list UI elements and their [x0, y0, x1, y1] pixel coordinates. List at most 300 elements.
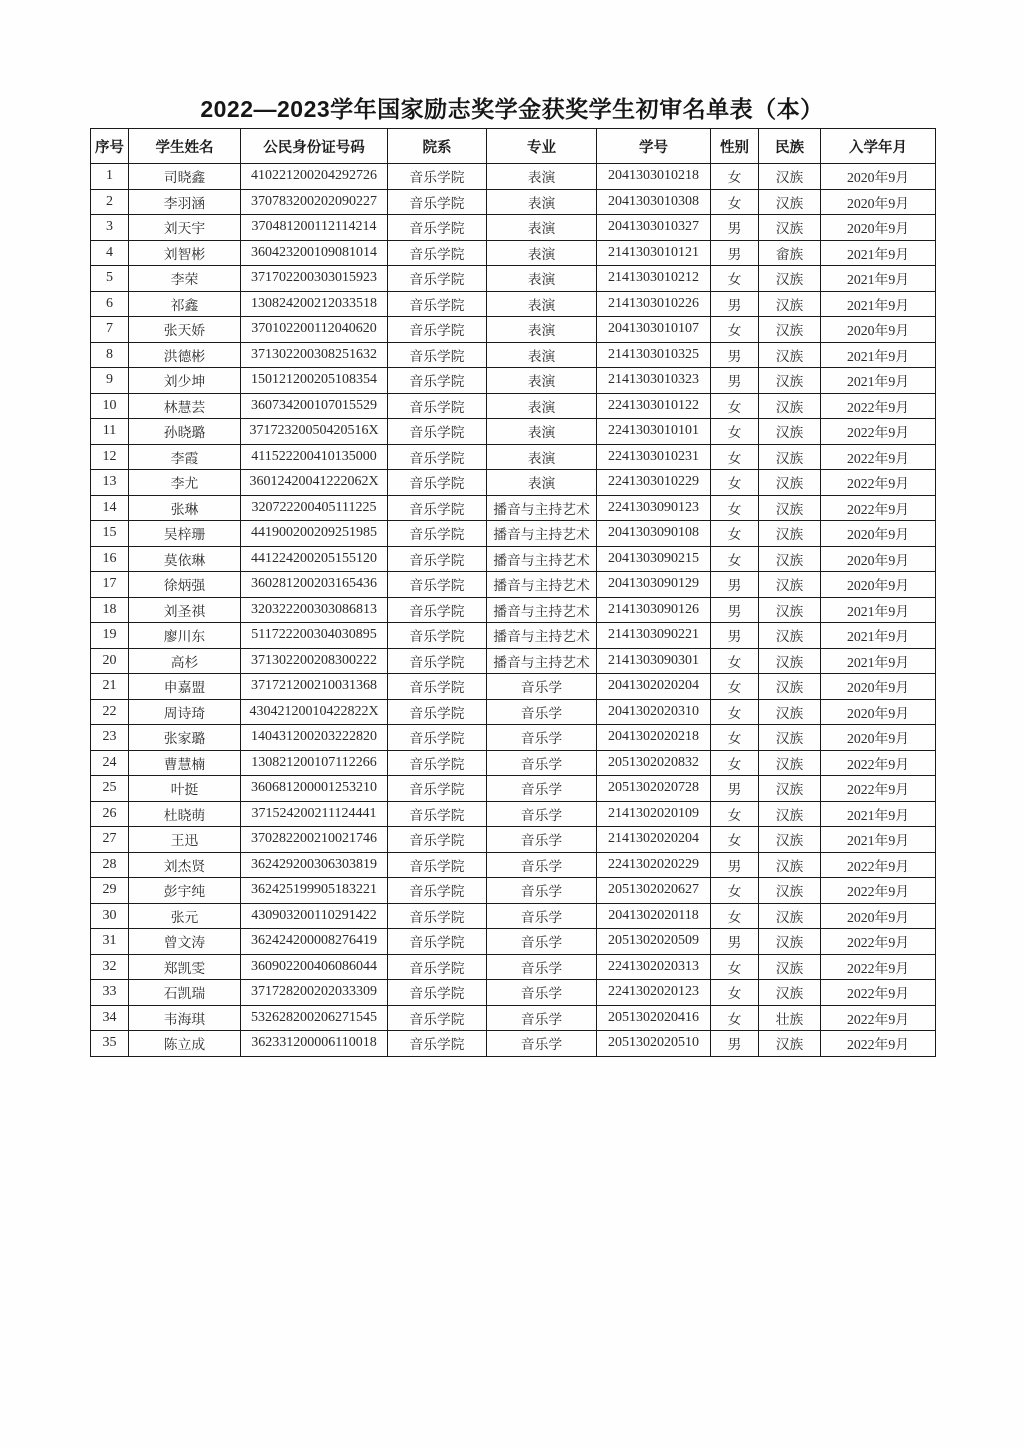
col-enroll-date-value: 2021年9月: [821, 342, 936, 368]
col-enroll-date-value: 2021年9月: [821, 368, 936, 394]
col-id-card-value: 130821200107112266: [241, 750, 388, 776]
col-gender-value: 女: [711, 393, 759, 419]
col-gender-value: 女: [711, 164, 759, 190]
col-major-value: 音乐学: [487, 776, 597, 802]
col-student-number-value: 2051302020510: [597, 1031, 711, 1057]
col-student-name-value: 吴梓珊: [129, 521, 241, 547]
col-index: 序号: [91, 129, 129, 164]
col-student-number-value: 2051302020416: [597, 1005, 711, 1031]
col-major-value: 音乐学: [487, 827, 597, 853]
col-student-name-value: 彭宇纯: [129, 878, 241, 904]
col-enroll-date-value: 2022年9月: [821, 1005, 936, 1031]
table-row: [91, 852, 936, 878]
table-row: [91, 189, 936, 215]
col-gender-value: 女: [711, 903, 759, 929]
col-id-card-value: 320722200405111225: [241, 495, 388, 521]
col-ethnicity-value: 汉族: [759, 597, 821, 623]
table-header-row: [91, 129, 936, 164]
col-student-name-value: 叶挺: [129, 776, 241, 802]
col-student-name-value: 林慧芸: [129, 393, 241, 419]
col-major-value: 音乐学: [487, 725, 597, 751]
col-enroll-date-value: 2020年9月: [821, 903, 936, 929]
col-student-number-value: 2141302020109: [597, 801, 711, 827]
col-enroll-date-value: 2022年9月: [821, 470, 936, 496]
col-id-card-value: 37172320050420516X: [241, 419, 388, 445]
col-index-value: 27: [91, 827, 129, 853]
col-id-card-value: 370481200112114214: [241, 215, 388, 241]
col-index-value: 16: [91, 546, 129, 572]
table-row: [91, 393, 936, 419]
col-enroll-date-value: 2022年9月: [821, 852, 936, 878]
col-student-name-value: 廖川东: [129, 623, 241, 649]
col-student-number-value: 2141303090301: [597, 648, 711, 674]
col-student-name-value: 韦海琪: [129, 1005, 241, 1031]
col-gender-value: 男: [711, 240, 759, 266]
col-enroll-date-value: 2021年9月: [821, 623, 936, 649]
col-department-value: 音乐学院: [388, 521, 487, 547]
col-student-number-value: 2141303010121: [597, 240, 711, 266]
col-student-number-value: 2041302020118: [597, 903, 711, 929]
col-gender-value: 男: [711, 623, 759, 649]
col-student-number-value: 2141302020204: [597, 827, 711, 853]
col-ethnicity-value: 汉族: [759, 164, 821, 190]
col-index-value: 11: [91, 419, 129, 445]
col-id-card: 公民身份证号码: [241, 129, 388, 164]
col-enroll-date-value: 2022年9月: [821, 750, 936, 776]
col-department-value: 音乐学院: [388, 317, 487, 343]
table-body: [91, 164, 936, 1057]
col-gender-value: 女: [711, 546, 759, 572]
col-major-value: 音乐学: [487, 929, 597, 955]
col-ethnicity-value: 壮族: [759, 1005, 821, 1031]
col-student-number-value: 2041303010107: [597, 317, 711, 343]
col-department-value: 音乐学院: [388, 929, 487, 955]
col-index-value: 25: [91, 776, 129, 802]
col-gender-value: 女: [711, 648, 759, 674]
col-department-value: 音乐学院: [388, 546, 487, 572]
col-student-number-value: 2141303010325: [597, 342, 711, 368]
col-id-card-value: 371302200308251632: [241, 342, 388, 368]
table-row: [91, 776, 936, 802]
col-index-value: 29: [91, 878, 129, 904]
col-index-value: 32: [91, 954, 129, 980]
table-row: [91, 572, 936, 598]
col-ethnicity-value: 汉族: [759, 546, 821, 572]
table-row: [91, 699, 936, 725]
col-enroll-date-value: 2020年9月: [821, 674, 936, 700]
col-enroll-date-value: 2021年9月: [821, 597, 936, 623]
col-id-card-value: 360281200203165436: [241, 572, 388, 598]
col-major-value: 音乐学: [487, 980, 597, 1006]
table-row: [91, 954, 936, 980]
col-index-value: 17: [91, 572, 129, 598]
col-ethnicity-value: 汉族: [759, 444, 821, 470]
col-enroll-date-value: 2022年9月: [821, 419, 936, 445]
col-gender-value: 女: [711, 725, 759, 751]
table-row: [91, 1005, 936, 1031]
col-student-name-value: 周诗琦: [129, 699, 241, 725]
col-major-value: 表演: [487, 189, 597, 215]
col-student-number-value: 2041303010218: [597, 164, 711, 190]
col-ethnicity-value: 汉族: [759, 903, 821, 929]
col-enroll-date-value: 2020年9月: [821, 317, 936, 343]
col-major-value: 音乐学: [487, 954, 597, 980]
col-department-value: 音乐学院: [388, 801, 487, 827]
col-student-number-value: 2241303010122: [597, 393, 711, 419]
col-gender-value: 女: [711, 1005, 759, 1031]
scholarship-roster-table: [90, 128, 936, 1057]
col-enroll-date-value: 2022年9月: [821, 929, 936, 955]
col-student-name-value: 申嘉盟: [129, 674, 241, 700]
col-student-name-value: 刘杰贤: [129, 852, 241, 878]
col-enroll-date-value: 2020年9月: [821, 189, 936, 215]
col-ethnicity-value: 畲族: [759, 240, 821, 266]
col-ethnicity-value: 汉族: [759, 699, 821, 725]
col-major-value: 音乐学: [487, 801, 597, 827]
col-index-value: 7: [91, 317, 129, 343]
col-enroll-date-value: 2020年9月: [821, 725, 936, 751]
col-ethnicity-value: 汉族: [759, 954, 821, 980]
col-department-value: 音乐学院: [388, 444, 487, 470]
col-student-name-value: 莫依琳: [129, 546, 241, 572]
col-student-name-value: 徐炳强: [129, 572, 241, 598]
col-major-value: 音乐学: [487, 903, 597, 929]
col-enroll-date-value: 2020年9月: [821, 546, 936, 572]
col-major-value: 表演: [487, 393, 597, 419]
col-department-value: 音乐学院: [388, 699, 487, 725]
col-id-card-value: 371702200303015923: [241, 266, 388, 292]
col-index-value: 19: [91, 623, 129, 649]
col-gender-value: 男: [711, 572, 759, 598]
col-gender-value: 男: [711, 597, 759, 623]
col-id-card-value: 411522200410135000: [241, 444, 388, 470]
col-gender-value: 男: [711, 776, 759, 802]
col-department-value: 音乐学院: [388, 470, 487, 496]
table-row: [91, 495, 936, 521]
table-row: [91, 801, 936, 827]
col-gender-value: 女: [711, 189, 759, 215]
col-index-value: 12: [91, 444, 129, 470]
col-department-value: 音乐学院: [388, 954, 487, 980]
col-department-value: 音乐学院: [388, 189, 487, 215]
table-row: [91, 368, 936, 394]
col-student-number-value: 2041303010327: [597, 215, 711, 241]
col-student-name-value: 洪德彬: [129, 342, 241, 368]
col-student-number-value: 2141303090126: [597, 597, 711, 623]
col-student-number-value: 2041302020204: [597, 674, 711, 700]
col-index-value: 14: [91, 495, 129, 521]
col-student-number: 学号: [597, 129, 711, 164]
col-major-value: 播音与主持艺术: [487, 648, 597, 674]
col-major-value: 播音与主持艺术: [487, 623, 597, 649]
col-major-value: 表演: [487, 240, 597, 266]
table-row: [91, 903, 936, 929]
col-gender-value: 女: [711, 674, 759, 700]
col-ethnicity-value: 汉族: [759, 393, 821, 419]
col-student-name-value: 孙晓璐: [129, 419, 241, 445]
col-enroll-date-value: 2022年9月: [821, 878, 936, 904]
table-row: [91, 878, 936, 904]
col-ethnicity-value: 汉族: [759, 827, 821, 853]
table-row: [91, 317, 936, 343]
table-row: [91, 1031, 936, 1057]
col-ethnicity-value: 汉族: [759, 648, 821, 674]
col-ethnicity-value: 汉族: [759, 470, 821, 496]
col-student-name-value: 高杉: [129, 648, 241, 674]
col-id-card-value: 532628200206271545: [241, 1005, 388, 1031]
col-enroll-date-value: 2020年9月: [821, 164, 936, 190]
col-id-card-value: 441900200209251985: [241, 521, 388, 547]
col-student-name-value: 张琳: [129, 495, 241, 521]
col-id-card-value: 362331200006110018: [241, 1031, 388, 1057]
col-enroll-date-value: 2020年9月: [821, 572, 936, 598]
col-department-value: 音乐学院: [388, 291, 487, 317]
table-row: [91, 929, 936, 955]
col-id-card-value: 360902200406086044: [241, 954, 388, 980]
col-gender-value: 女: [711, 317, 759, 343]
col-student-name-value: 王迅: [129, 827, 241, 853]
col-index-value: 31: [91, 929, 129, 955]
col-student-number-value: 2241302020229: [597, 852, 711, 878]
col-gender-value: 女: [711, 521, 759, 547]
col-gender-value: 女: [711, 470, 759, 496]
col-index-value: 5: [91, 266, 129, 292]
col-index-value: 9: [91, 368, 129, 394]
col-id-card-value: 370102200112040620: [241, 317, 388, 343]
col-id-card-value: 371721200210031368: [241, 674, 388, 700]
col-id-card-value: 370282200210021746: [241, 827, 388, 853]
table-row: [91, 444, 936, 470]
col-id-card-value: 371728200202033309: [241, 980, 388, 1006]
col-index-value: 6: [91, 291, 129, 317]
col-gender-value: 女: [711, 419, 759, 445]
col-gender-value: 男: [711, 852, 759, 878]
col-student-number-value: 2051302020509: [597, 929, 711, 955]
col-ethnicity-value: 汉族: [759, 776, 821, 802]
col-student-name-value: 刘少坤: [129, 368, 241, 394]
col-major-value: 表演: [487, 164, 597, 190]
col-department-value: 音乐学院: [388, 980, 487, 1006]
table-row: [91, 750, 936, 776]
col-gender-value: 女: [711, 827, 759, 853]
col-ethnicity-value: 汉族: [759, 852, 821, 878]
col-student-name-value: 刘智彬: [129, 240, 241, 266]
col-id-card-value: 130824200212033518: [241, 291, 388, 317]
table-row: [91, 266, 936, 292]
col-major-value: 表演: [487, 419, 597, 445]
col-id-card-value: 430903200110291422: [241, 903, 388, 929]
col-student-number-value: 2041303090108: [597, 521, 711, 547]
col-ethnicity-value: 汉族: [759, 801, 821, 827]
col-id-card-value: 362425199905183221: [241, 878, 388, 904]
col-student-number-value: 2141303010323: [597, 368, 711, 394]
col-student-number-value: 2241302020123: [597, 980, 711, 1006]
col-student-name-value: 李尤: [129, 470, 241, 496]
col-major-value: 音乐学: [487, 674, 597, 700]
col-student-name-value: 李霞: [129, 444, 241, 470]
col-gender-value: 女: [711, 954, 759, 980]
col-enroll-date-value: 2021年9月: [821, 827, 936, 853]
col-index-value: 1: [91, 164, 129, 190]
col-student-number-value: 2041302020310: [597, 699, 711, 725]
col-major-value: 表演: [487, 342, 597, 368]
col-major-value: 表演: [487, 215, 597, 241]
col-id-card-value: 441224200205155120: [241, 546, 388, 572]
col-ethnicity-value: 汉族: [759, 623, 821, 649]
table-row: [91, 240, 936, 266]
col-major-value: 播音与主持艺术: [487, 597, 597, 623]
col-gender-value: 女: [711, 444, 759, 470]
col-student-name-value: 曹慧楠: [129, 750, 241, 776]
col-major-value: 音乐学: [487, 699, 597, 725]
col-index-value: 22: [91, 699, 129, 725]
col-id-card-value: 371302200208300222: [241, 648, 388, 674]
table-row: [91, 623, 936, 649]
table-row: [91, 291, 936, 317]
col-ethnicity-value: 汉族: [759, 291, 821, 317]
col-major-value: 播音与主持艺术: [487, 546, 597, 572]
col-id-card-value: 360423200109081014: [241, 240, 388, 266]
table-row: [91, 980, 936, 1006]
col-major-value: 表演: [487, 291, 597, 317]
col-student-number-value: 2241303010229: [597, 470, 711, 496]
col-student-number-value: 2241302020313: [597, 954, 711, 980]
table-row: [91, 674, 936, 700]
col-index-value: 20: [91, 648, 129, 674]
col-major-value: 音乐学: [487, 852, 597, 878]
col-major-value: 表演: [487, 470, 597, 496]
col-student-name-value: 杜晓萌: [129, 801, 241, 827]
col-student-name-value: 郑凯雯: [129, 954, 241, 980]
col-student-number-value: 2051302020728: [597, 776, 711, 802]
col-ethnicity-value: 汉族: [759, 929, 821, 955]
col-department-value: 音乐学院: [388, 674, 487, 700]
col-index-value: 35: [91, 1031, 129, 1057]
col-department-value: 音乐学院: [388, 393, 487, 419]
table-row: [91, 546, 936, 572]
col-department-value: 音乐学院: [388, 827, 487, 853]
table-row: [91, 164, 936, 190]
col-index-value: 13: [91, 470, 129, 496]
table-row: [91, 597, 936, 623]
col-gender-value: 女: [711, 266, 759, 292]
col-department-value: 音乐学院: [388, 776, 487, 802]
col-id-card-value: 320322200303086813: [241, 597, 388, 623]
col-department-value: 音乐学院: [388, 750, 487, 776]
col-enroll-date-value: 2022年9月: [821, 1031, 936, 1057]
col-enroll-date-value: 2021年9月: [821, 291, 936, 317]
col-student-name-value: 石凯瑞: [129, 980, 241, 1006]
col-department-value: 音乐学院: [388, 266, 487, 292]
header-row: [91, 129, 936, 164]
col-major-value: 表演: [487, 444, 597, 470]
col-ethnicity-value: 汉族: [759, 750, 821, 776]
col-enroll-date-value: 2021年9月: [821, 266, 936, 292]
col-ethnicity-value: 汉族: [759, 215, 821, 241]
col-enroll-date-value: 2022年9月: [821, 776, 936, 802]
col-student-number-value: 2241303090123: [597, 495, 711, 521]
col-gender-value: 男: [711, 1031, 759, 1057]
col-department-value: 音乐学院: [388, 648, 487, 674]
col-ethnicity: 民族: [759, 129, 821, 164]
page-title: 2022—2023学年国家励志奖学金获奖学生初审名单表（本）: [200, 96, 824, 122]
col-index-value: 21: [91, 674, 129, 700]
col-enroll-date-value: 2021年9月: [821, 648, 936, 674]
col-id-card-value: 362429200306303819: [241, 852, 388, 878]
col-major-value: 播音与主持艺术: [487, 572, 597, 598]
col-student-number-value: 2241303010231: [597, 444, 711, 470]
col-ethnicity-value: 汉族: [759, 419, 821, 445]
col-index-value: 8: [91, 342, 129, 368]
col-student-number-value: 2041302020218: [597, 725, 711, 751]
col-gender-value: 男: [711, 929, 759, 955]
col-enroll-date-value: 2022年9月: [821, 495, 936, 521]
col-id-card-value: 410221200204292726: [241, 164, 388, 190]
col-id-card-value: 370783200202090227: [241, 189, 388, 215]
col-index-value: 2: [91, 189, 129, 215]
col-id-card-value: 150121200205108354: [241, 368, 388, 394]
col-department-value: 音乐学院: [388, 342, 487, 368]
col-ethnicity-value: 汉族: [759, 342, 821, 368]
col-id-card-value: 36012420041222062X: [241, 470, 388, 496]
col-ethnicity-value: 汉族: [759, 317, 821, 343]
col-major-value: 表演: [487, 317, 597, 343]
col-index-value: 4: [91, 240, 129, 266]
col-enroll-date-value: 2021年9月: [821, 240, 936, 266]
col-gender-value: 男: [711, 368, 759, 394]
col-department-value: 音乐学院: [388, 368, 487, 394]
col-department-value: 音乐学院: [388, 597, 487, 623]
col-department-value: 音乐学院: [388, 903, 487, 929]
col-index-value: 24: [91, 750, 129, 776]
col-ethnicity-value: 汉族: [759, 521, 821, 547]
col-student-name-value: 刘圣祺: [129, 597, 241, 623]
col-student-name-value: 张天娇: [129, 317, 241, 343]
col-student-name-value: 李羽涵: [129, 189, 241, 215]
col-department-value: 音乐学院: [388, 215, 487, 241]
col-student-name-value: 祁鑫: [129, 291, 241, 317]
col-gender-value: 男: [711, 215, 759, 241]
col-enroll-date: 入学年月: [821, 129, 936, 164]
col-student-name-value: 张元: [129, 903, 241, 929]
col-id-card-value: 360734200107015529: [241, 393, 388, 419]
col-index-value: 10: [91, 393, 129, 419]
col-gender: 性别: [711, 129, 759, 164]
col-student-name-value: 张家璐: [129, 725, 241, 751]
col-student-number-value: 2051302020832: [597, 750, 711, 776]
col-index-value: 3: [91, 215, 129, 241]
col-enroll-date-value: 2020年9月: [821, 215, 936, 241]
col-ethnicity-value: 汉族: [759, 878, 821, 904]
col-index-value: 34: [91, 1005, 129, 1031]
col-gender-value: 女: [711, 699, 759, 725]
col-ethnicity-value: 汉族: [759, 572, 821, 598]
col-id-card-value: 140431200203222820: [241, 725, 388, 751]
col-enroll-date-value: 2021年9月: [821, 801, 936, 827]
col-id-card-value: 362424200008276419: [241, 929, 388, 955]
col-student-number-value: 2141303010212: [597, 266, 711, 292]
table-row: [91, 342, 936, 368]
col-index-value: 33: [91, 980, 129, 1006]
col-enroll-date-value: 2022年9月: [821, 444, 936, 470]
col-student-number-value: 2051302020627: [597, 878, 711, 904]
col-gender-value: 女: [711, 878, 759, 904]
col-department-value: 音乐学院: [388, 623, 487, 649]
col-major-value: 表演: [487, 266, 597, 292]
col-student-number-value: 2041303010308: [597, 189, 711, 215]
col-department-value: 音乐学院: [388, 572, 487, 598]
col-index-value: 23: [91, 725, 129, 751]
